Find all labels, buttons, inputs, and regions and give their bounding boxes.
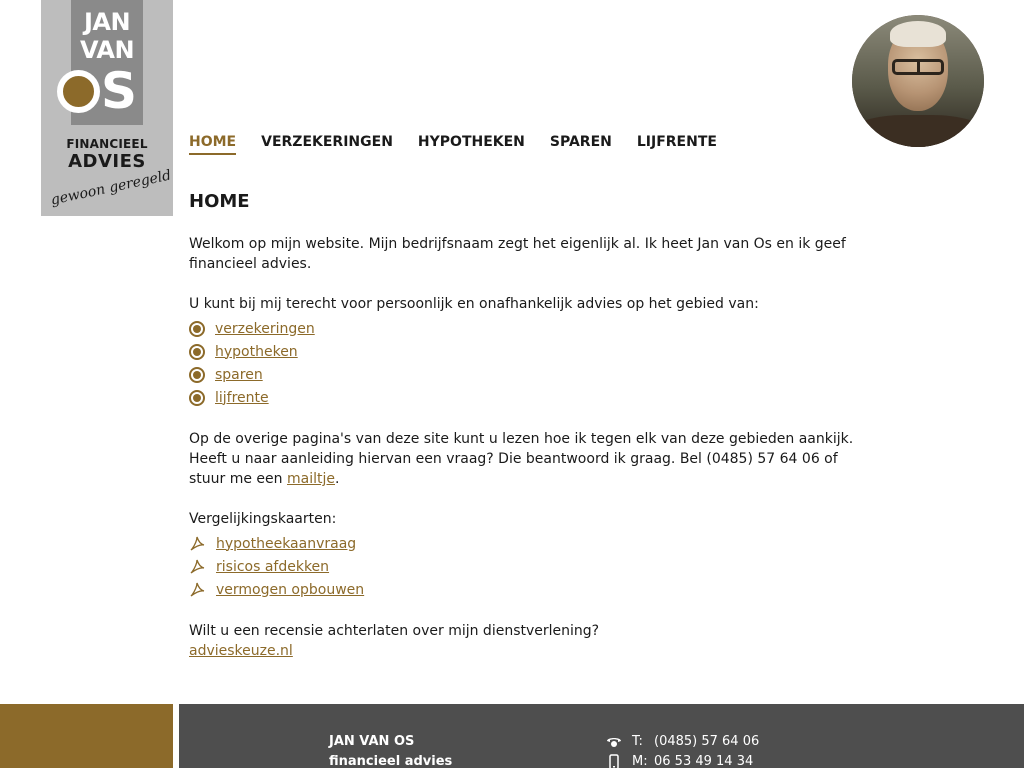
nav-item-sparen[interactable]: SPAREN (549, 134, 612, 150)
footer-company (329, 732, 452, 768)
footer (179, 704, 1024, 768)
list-item (189, 532, 859, 555)
nav-item-lijfrente[interactable]: LIJFRENTE (636, 134, 717, 150)
radio-dot-icon (189, 367, 205, 383)
review-question: Wilt u een recensie achterlaten over mijn dienstverlening? (189, 623, 600, 639)
avatar-glasses (892, 59, 944, 75)
list-item (189, 363, 859, 386)
area-link-lijfrente[interactable]: lijfrente (215, 389, 269, 406)
page-title: HOME (189, 191, 250, 212)
phone-number[interactable]: (0485) 57 64 06 (654, 734, 760, 749)
logo-financieel-text: FINANCIEEL (66, 137, 148, 151)
area-link-sparen[interactable]: sparen (215, 366, 263, 383)
logo-s-text: S (101, 62, 138, 120)
pdf-link-hypotheekaanvraag[interactable]: hypotheekaanvraag (216, 535, 357, 552)
logo-o-circle (57, 70, 100, 113)
main-nav (189, 134, 717, 155)
avatar-shirt (852, 115, 984, 147)
pdf-icon (189, 536, 206, 552)
areas-list (189, 317, 859, 409)
mail-suffix: . (335, 471, 340, 487)
logo[interactable] (41, 0, 173, 216)
phone-label: T: (632, 734, 643, 749)
footer-accent-block (0, 704, 173, 768)
logo-jan-text: JAN (83, 8, 131, 36)
list-item (189, 340, 859, 363)
area-link-hypotheken[interactable]: hypotheken (215, 343, 298, 360)
radio-dot-icon (189, 344, 205, 360)
pdf-link-vermogen-opbouwen[interactable]: vermogen opbouwen (216, 581, 365, 598)
intro-paragraph: Welkom op mijn website. Mijn bedrijfsnaam zegt het eigenlijk al. Ik heet Jan van Os en ik geef financieel advies. (189, 236, 846, 272)
avatar (852, 15, 984, 147)
pdf-link-risicos-afdekken[interactable]: risicos afdekken (216, 558, 330, 575)
footer-mobile-row (606, 752, 759, 768)
footer-name-line2: financieel advies (329, 754, 453, 768)
phone-icon (606, 734, 622, 750)
avatar-hair (890, 21, 946, 47)
list-item (189, 578, 859, 601)
other-pages-text: Op de overige pagina's van deze site kunt u lezen hoe ik tegen elk van deze gebieden aankijk. Heeft u naar aanleiding hiervan een vraag? Die beantwoord ik graag. Bel (0485) 57 64 06 of stuur me een (189, 431, 854, 487)
radio-dot-icon (189, 321, 205, 337)
review-link[interactable]: advieskeuze.nl (189, 643, 293, 659)
radio-dot-icon (189, 390, 205, 406)
nav-item-hypotheken[interactable]: HYPOTHEKEN (417, 134, 525, 150)
mobile-number[interactable]: 06 53 49 14 34 (654, 754, 754, 768)
list-item (189, 317, 859, 340)
area-link-verzekeringen[interactable]: verzekeringen (215, 320, 315, 337)
footer-phone-row (606, 732, 759, 752)
list-item (189, 555, 859, 578)
pdf-icon (189, 582, 206, 598)
pdf-icon (189, 559, 206, 575)
list-item (189, 386, 859, 409)
nav-item-verzekeringen[interactable]: VERZEKERINGEN (261, 134, 393, 150)
areas-intro: U kunt bij mij terecht voor persoonlijk en onafhankelijk advies op het gebied van: (189, 296, 759, 312)
comparison-title: Vergelijkingskaarten: (189, 511, 337, 527)
footer-contact (606, 732, 759, 768)
comparison-docs-list (189, 532, 859, 601)
other-pages-paragraph (189, 429, 859, 489)
mobile-icon (606, 754, 622, 768)
mobile-label: M: (632, 754, 648, 768)
footer-name-line1: JAN VAN OS (329, 734, 415, 749)
main-content (189, 190, 859, 661)
mail-link[interactable]: mailtje (287, 471, 335, 487)
nav-item-home[interactable]: HOME (189, 134, 236, 155)
logo-van-text: VAN (79, 36, 135, 64)
logo-advies-text: ADVIES (68, 151, 146, 172)
logo-tagline: gewoon geregeld (49, 167, 173, 209)
